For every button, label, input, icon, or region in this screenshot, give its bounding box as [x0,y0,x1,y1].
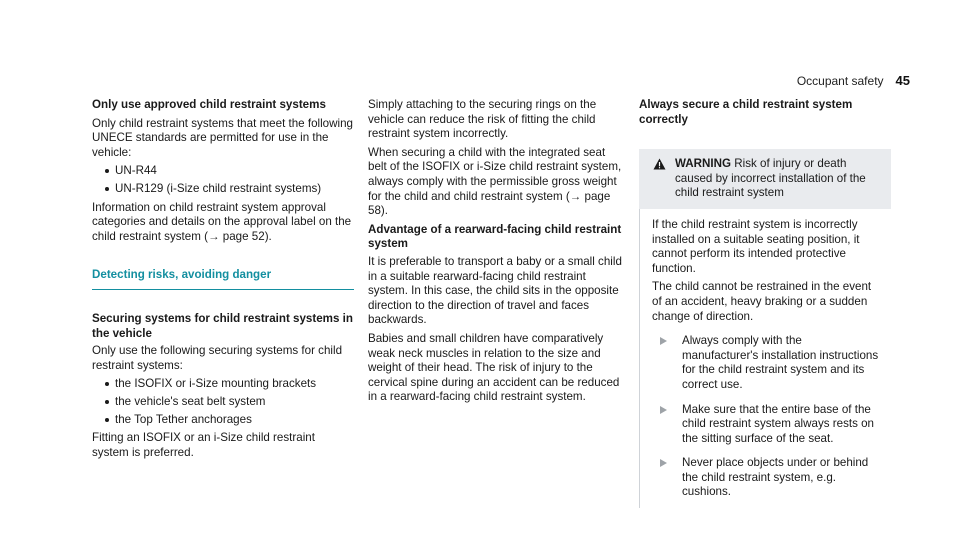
instruction-step [652,403,881,447]
heading-securing-systems: Securing systems for child restraint systems in the vehicle [92,311,353,340]
header-section-title: Occupant safety [796,74,884,88]
paragraph-approval-info: Information on child restraint system approval categories and details on the approval label on the child restraint system (→ page 52). [92,200,352,243]
paragraph-cannot-restrain: The child cannot be restrained in the event of an accident, heavy braking or a sudden change of direction. [652,280,872,323]
paragraph-neck-muscles: Babies and small children have comparatively weak neck muscles in relation to the size and weight of their head. The risk of injury to the cervical spine during an accident can be reduced in a rearward-facing child restraint system. [368,331,620,404]
warning-label: WARNING [675,157,732,171]
step-text: Always comply with the manufacturer's installation instructions for the child restraint system and its correct use. [682,334,879,391]
page-number: 45 [895,73,910,88]
warning-body [639,209,891,508]
column-1 [92,98,354,464]
paragraph-securing-rings: Simply attaching to the securing rings on the vehicle can reduce the risk of fitting the child restraint system incorrectly. [368,98,597,141]
list-item: UN-R129 (i-Size child restraint systems) [105,182,354,197]
paragraph-incorrect-install: If the child restraint system is incorrectly installed on a suitable seating position, it cannot perform its intended protective function. [652,217,860,275]
heading-approved-systems: Only use approved child restraint systems [92,98,326,111]
instruction-step [652,456,881,500]
heading-secure-correctly: Always secure a child restraint system correctly [639,98,853,126]
step-text: Make sure that the entire base of the child restraint system always rests on the sitting surface of the seat. [682,402,875,445]
list-item: the vehicle's seat belt system [105,395,354,410]
paragraph-standards-intro: Only child restraint systems that meet the following UNECE standards are permitted for use in the vehicle: [92,116,353,159]
paragraph-rearward-preferable: It is preferable to transport a baby or a small child in a suitable rearward-facing child restraint system. In this case, the child sits in the opposite direction to the direction of travel and faces backwards. [368,254,622,327]
paragraph-isofix-preferred: Fitting an ISOFIX or an i-Size child restraint system is preferred. [92,431,315,459]
securing-systems-list [92,377,354,427]
list-item: the Top Tether anchorages [105,413,354,428]
arrow-right-icon [660,337,667,345]
step-text: Never place objects under or behind the child restraint system, e.g. cushions. [682,456,869,499]
warning-triangle-icon [653,158,666,170]
page-header [797,74,910,89]
warning-text: Risk of injury or death caused by incorrect installation of the child restraint system [675,157,866,200]
list-item: the ISOFIX or i-Size mounting brackets [105,377,354,392]
paragraph-gross-weight: When securing a child with the integrated seat belt of the ISOFIX or i-Size child restraint system, always comply with the permissible gross weight for the child and child restraint system (→ page 58). [368,145,622,218]
warning-header [639,149,891,209]
column-2 [368,98,626,409]
column-3 [639,98,891,508]
heading-rearward-facing: Advantage of a rearward-facing child restraint system [368,222,622,251]
arrow-right-icon [660,459,667,467]
arrow-right-icon [660,406,667,414]
instruction-step [652,334,881,392]
standards-list [92,164,354,196]
list-item: UN-R44 [105,164,354,179]
paragraph-securing-intro: Only use the following securing systems for child restraint systems: [92,344,343,372]
section-title-detecting-risks: Detecting risks, avoiding danger [92,268,354,290]
